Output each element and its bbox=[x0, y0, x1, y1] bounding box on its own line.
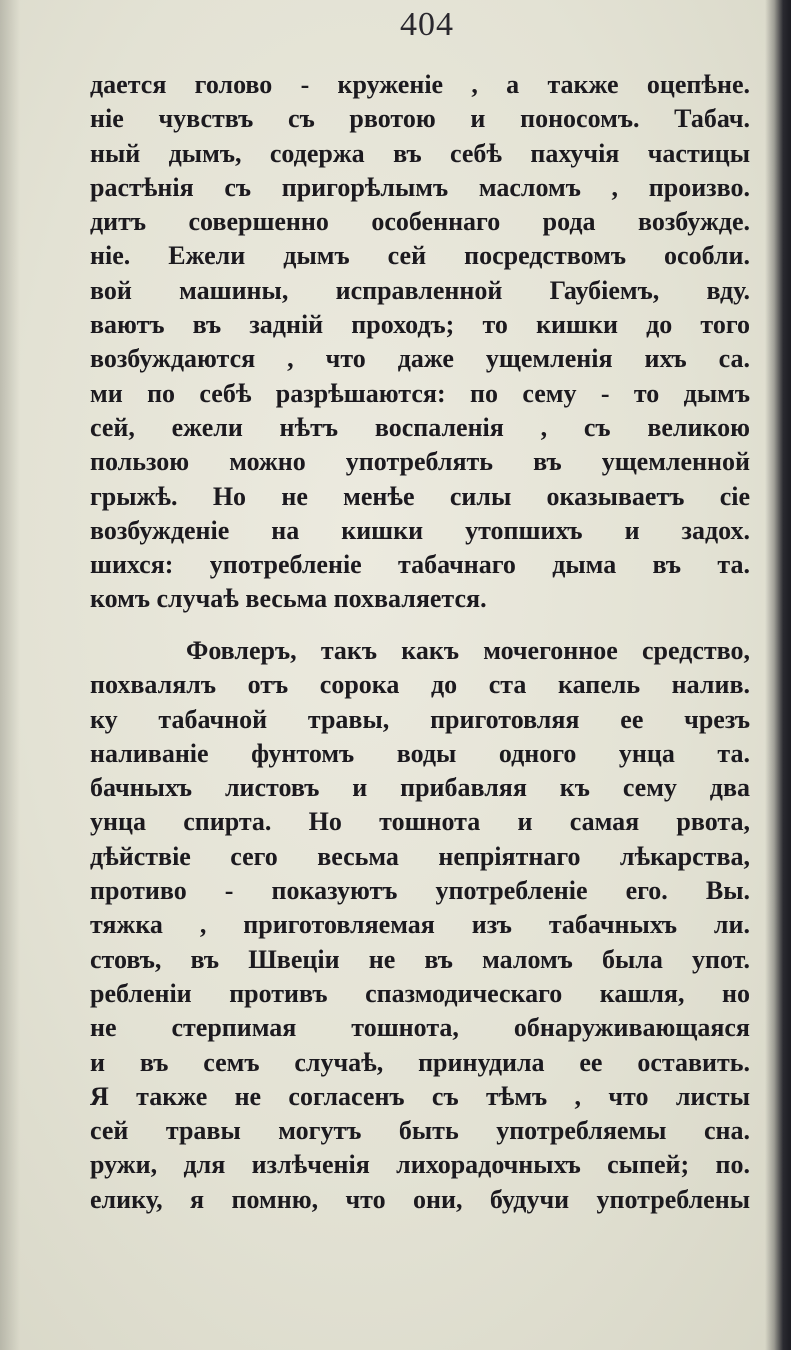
paragraph-2 bbox=[90, 634, 750, 1217]
paragraph-1 bbox=[90, 68, 750, 617]
text-line: сей, ежели нѣтъ воспаленія , съ великою bbox=[90, 412, 750, 442]
text-line: противо - показуютъ употребленіе его. Вы. bbox=[90, 876, 750, 906]
text-line: растѣнія съ пригорѣлымъ масломъ , произво. bbox=[90, 172, 750, 202]
text-line: возбуждаются , что даже ущемленія ихъ са. bbox=[90, 344, 750, 374]
text-line: ніе чувствъ съ рвотою и поносомъ. Табач. bbox=[90, 104, 750, 134]
text-line: тяжка , приготовляемая изъ табачныхъ ли. bbox=[90, 910, 750, 940]
text-line: шихся: употребленіе табачнаго дыма въ та. bbox=[90, 550, 750, 580]
text-line: ный дымъ, содержа въ себѣ пахучія частицы bbox=[90, 138, 750, 168]
text-line: и въ семъ случаѣ, принудила ее оставить. bbox=[90, 1047, 750, 1077]
text-line: сей травы могутъ быть употребляемы сна. bbox=[90, 1116, 750, 1146]
text-line: возбужденіе на кишки утопшихъ и задох. bbox=[90, 515, 750, 545]
text-line: ружи, для излѣченія лихорадочныхъ сыпей; по. bbox=[90, 1150, 750, 1180]
text-line: ми по себѣ разрѣшаются: по сему - то дымъ bbox=[90, 378, 750, 408]
text-line: бачныхъ листовъ и прибавляя къ сему два bbox=[90, 773, 750, 803]
text-line: ніе. Ежели дымъ сей посредствомъ особли. bbox=[90, 241, 750, 271]
text-line: унца спирта. Но тошнота и самая рвота, bbox=[90, 807, 750, 837]
text-line: наливаніе фунтомъ воды одного унца та. bbox=[90, 738, 750, 768]
text-line: ваютъ въ задній проходъ; то кишки до того bbox=[90, 310, 750, 340]
text-line: елику, я помню, что они, будучи употреблены bbox=[90, 1184, 750, 1214]
text-line: грыжѣ. Но не менѣе силы оказываетъ сіе bbox=[90, 481, 750, 511]
text-line: похвалялъ отъ сорока до ста капель налив. bbox=[90, 670, 750, 700]
text-line: стовъ, въ Швеціи не въ маломъ была упот. bbox=[90, 944, 750, 974]
text-line: дается голово - круженіе , а также оцепѣне. bbox=[90, 70, 750, 99]
text-line: ку табачной травы, приготовляя ее чрезъ bbox=[90, 704, 750, 734]
text-line: вой машины, исправленной Гаубіемъ, вду. bbox=[90, 275, 750, 305]
book-binding-edge bbox=[765, 0, 791, 1350]
text-line: Я также не согласенъ съ тѣмъ , что листы bbox=[90, 1081, 750, 1111]
text-line: комъ случаѣ весьма похваляется. bbox=[90, 584, 487, 614]
text-line: дитъ совершенно особеннаго рода возбужде. bbox=[90, 207, 750, 237]
text-line: Фовлеръ, такъ какъ мочегонное средство, bbox=[186, 636, 750, 665]
text-line: пользою можно употреблять въ ущемленной bbox=[90, 447, 750, 477]
page-number: 404 bbox=[400, 6, 454, 43]
page-left-shadow bbox=[0, 0, 20, 1350]
text-line: дѣйствіе сего весьма непріятнаго лѣкарства, bbox=[90, 841, 750, 871]
text-line: ребленіи противъ спазмодическаго кашля, но bbox=[90, 978, 750, 1008]
text-line: не стерпимая тошнота, обнаруживающаяся bbox=[90, 1013, 750, 1043]
